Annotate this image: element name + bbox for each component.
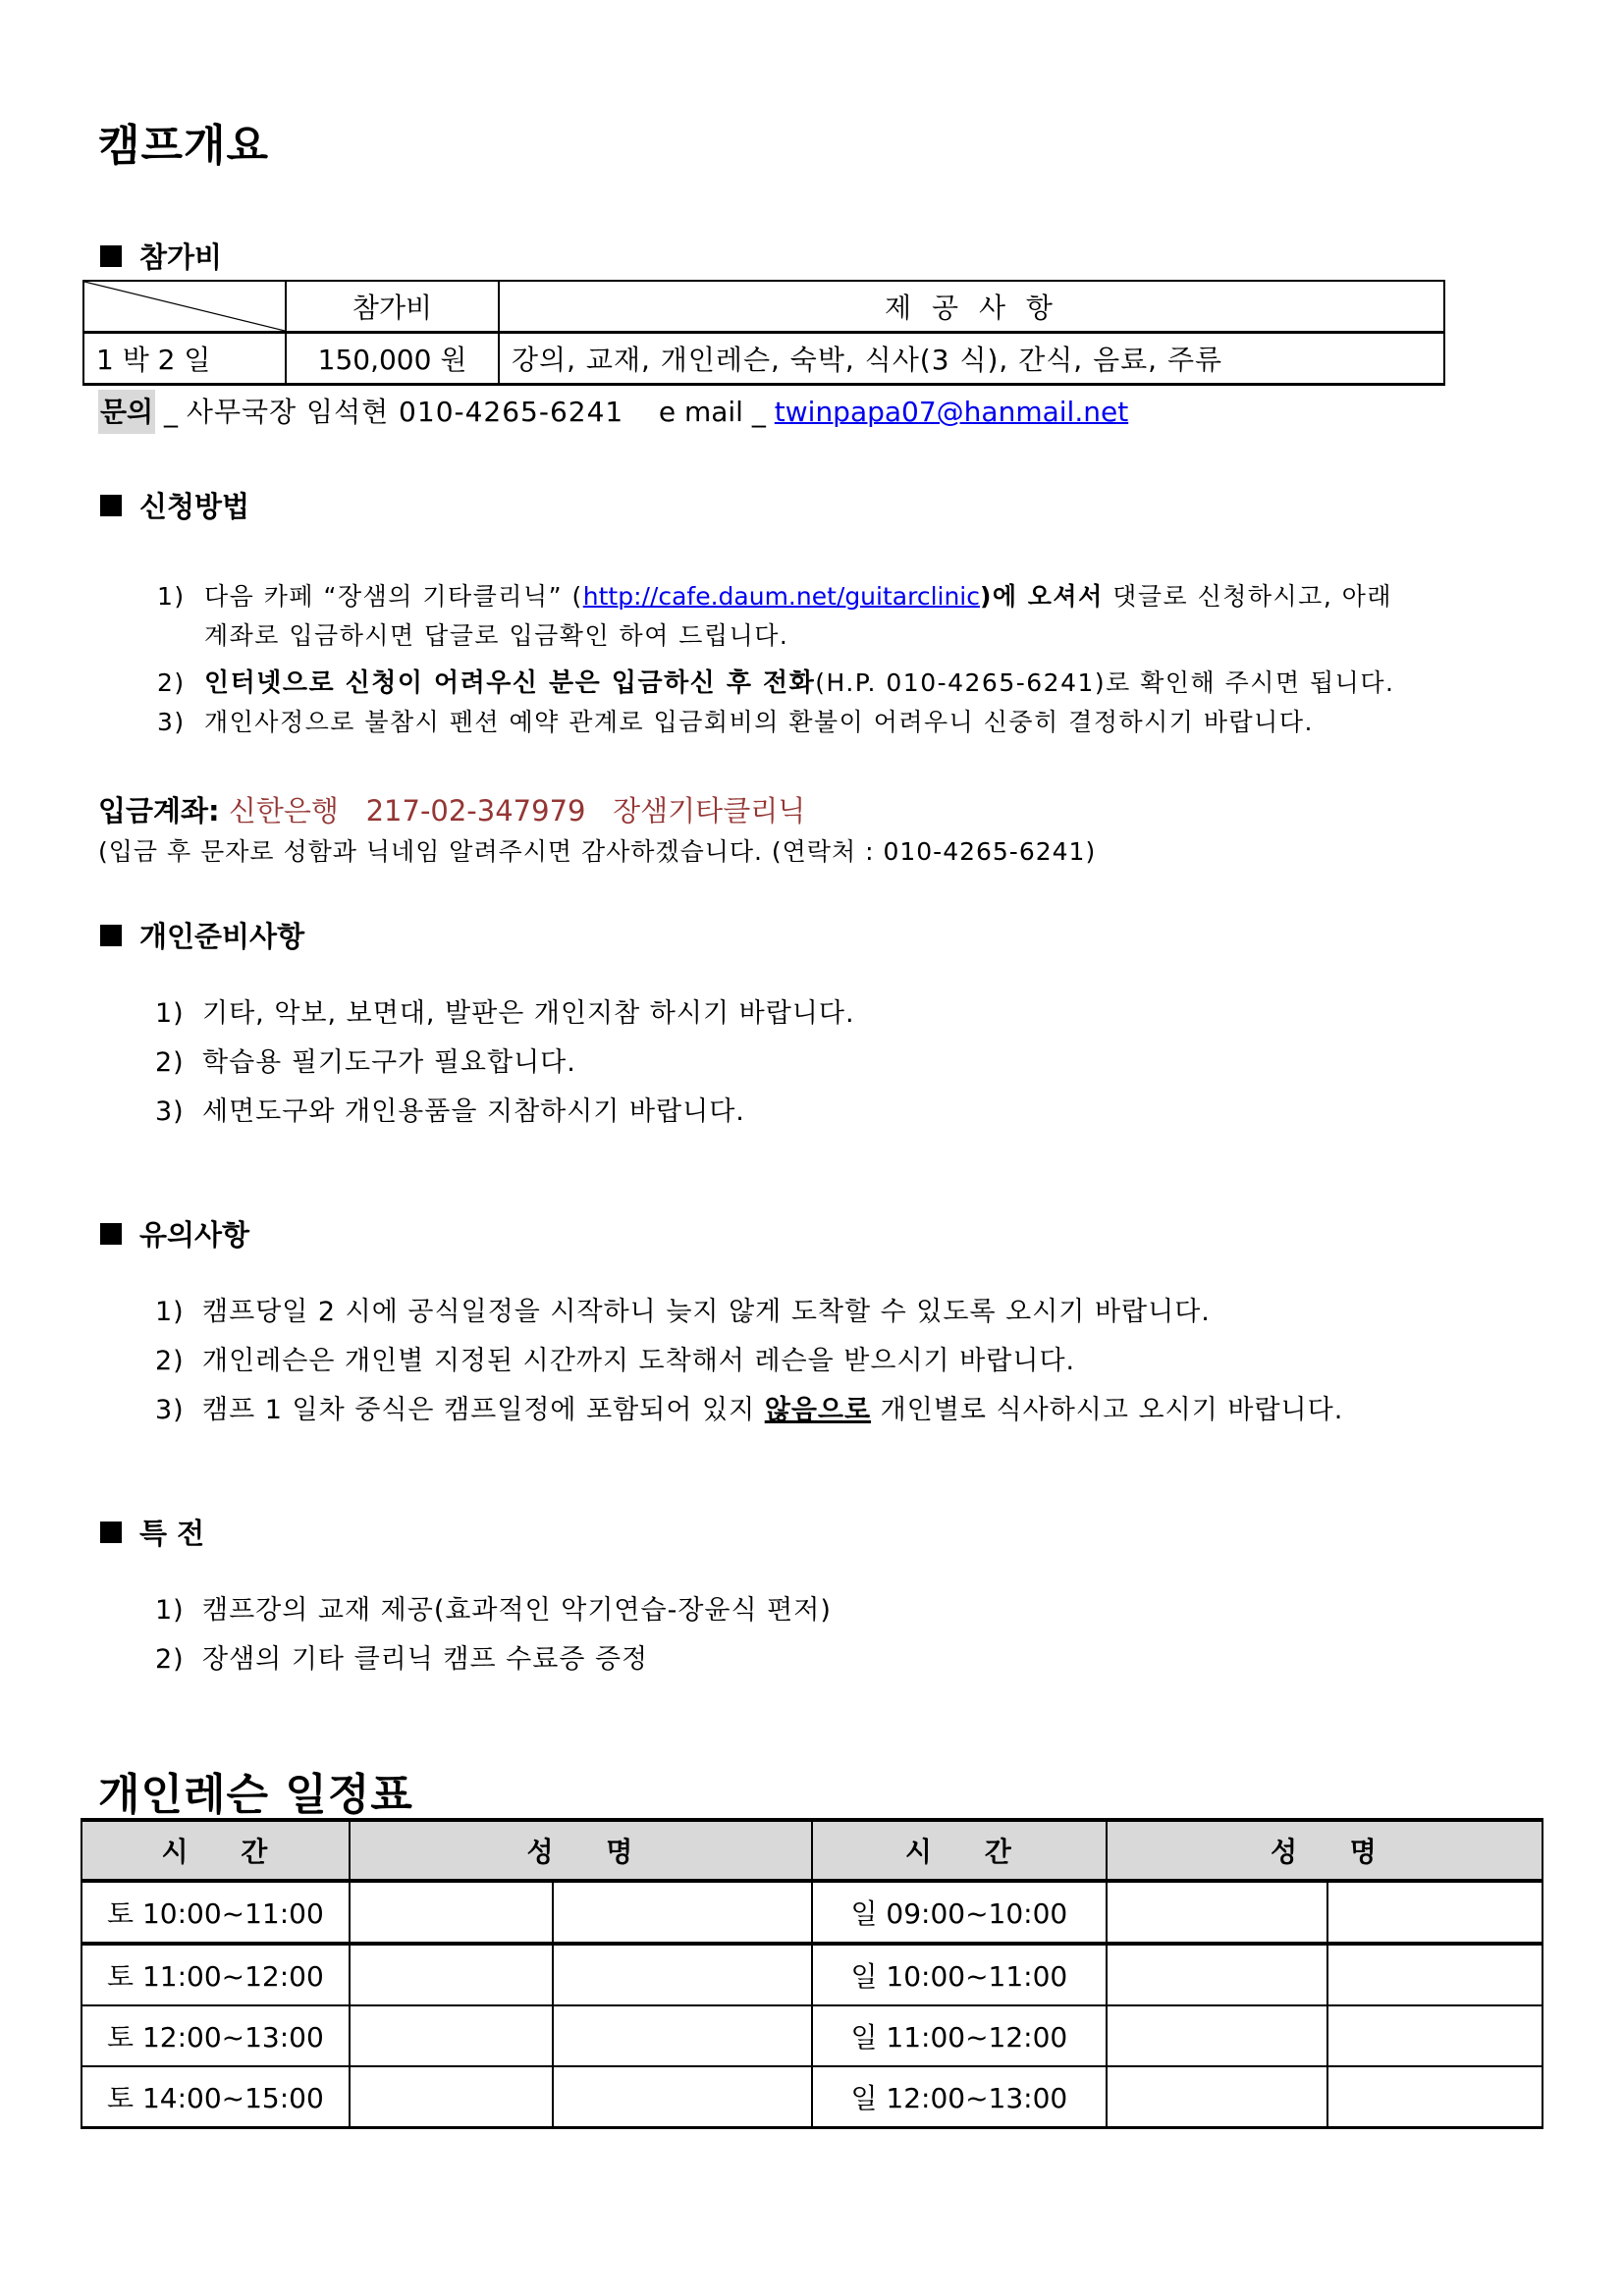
sun-time-cell: 일 11:00~12:00 [812,2005,1107,2066]
account-label: 입금계좌: [98,794,220,828]
item-number: 2) [155,1644,185,1675]
notes-item-1 [155,1290,1211,1328]
item-text: (H.P. 010-4265-6241)로 확인해 주시면 됩니다. [815,668,1395,697]
name-input-cell[interactable] [1327,1944,1543,2005]
apply-item-2 [157,663,1394,699]
item-number: 3) [155,1395,185,1425]
item-number: 3) [157,708,186,736]
inquiry-contact: 사무국장 임석현 010-4265-6241 [186,396,624,428]
sun-time-cell: 일 12:00~13:00 [812,2066,1107,2128]
item-number: 2) [155,1047,185,1078]
schedule-table [81,1818,1543,2129]
prep-item-3 [155,1090,745,1128]
account-number: 217-02-347979 [365,794,586,828]
item-number: 1) [157,582,186,611]
duration-cell: 1 박 2 일 [83,333,286,385]
name-input-cell[interactable] [553,1944,812,2005]
name-input-cell[interactable] [350,1881,554,1944]
name-input-cell[interactable] [1327,2005,1543,2066]
schedule-header-row [81,1820,1543,1881]
page-title: 캠프개요 [98,121,270,171]
name-input-cell[interactable] [553,2066,812,2128]
name-header: 성 명 [350,1820,812,1881]
name-input-cell[interactable] [350,1944,554,2005]
item-text: 댓글로 신청하시고, 아래 [1103,582,1393,611]
time-header: 시 간 [812,1820,1107,1881]
section-heading-benefits [100,1512,204,1552]
name-input-cell[interactable] [1327,2066,1543,2128]
item-text: 개인레슨은 개인별 지정된 시간까지 도착해서 레슨을 받으시기 바랍니다. [202,1346,1076,1376]
prep-item-2 [155,1041,576,1079]
item-number: 1) [155,998,185,1029]
account-bank: 신한은행 [228,794,339,828]
square-bullet-icon [100,1522,122,1543]
item-text: 장샘의 기타 클리닉 캠프 수료증 증정 [202,1644,649,1675]
name-input-cell[interactable] [553,2005,812,2066]
sun-time-cell: 일 09:00~10:00 [812,1881,1107,1944]
square-bullet-icon [100,245,122,267]
item-text: 개인별로 식사하시고 오시기 바랍니다. [871,1395,1344,1425]
name-input-cell[interactable] [1107,1881,1328,1944]
section-heading-notes [100,1213,249,1254]
account-line [98,789,805,829]
name-input-cell[interactable] [1327,1881,1543,1944]
item-number: 2) [157,668,186,697]
square-bullet-icon [100,495,122,516]
fee-header: 참가비 [286,281,499,333]
item-text: 캠프강의 교재 제공(효과적인 악기연습-장윤식 편저) [202,1595,832,1626]
section-heading-label: 참가비 [139,240,223,274]
section-heading-label: 개인준비사항 [139,920,305,953]
name-input-cell[interactable] [1107,2066,1328,2128]
item-text: 기타, 악보, 보면대, 발판은 개인지참 하시기 바랍니다. [202,998,855,1029]
name-input-cell[interactable] [350,2066,554,2128]
inquiry-line [98,391,1128,430]
square-bullet-icon [100,925,122,946]
section-heading-apply [100,485,249,525]
square-bullet-icon [100,1223,122,1245]
notes-item-3 [155,1388,1343,1426]
section-heading-label: 특 전 [139,1517,205,1550]
separator: _ [164,396,179,428]
inquiry-tag: 문의 [98,390,155,434]
apply-item-3 [157,703,1314,738]
item-text: 다음 카페 “장샘의 기타클리닉” ( [204,582,583,611]
notes-item-2 [155,1339,1075,1377]
item-number: 1) [155,1595,185,1626]
item-text-bold: 인터넷으로 신청이 어려우신 분은 입금하신 후 전화 [204,668,816,698]
schedule-row [81,2066,1543,2128]
item-text: 개인사정으로 불참시 펜션 예약 관계로 입금회비의 환불이 어려우니 신중히 결정하시기 바랍니다. [204,708,1314,736]
item-text: 세면도구와 개인용품을 지참하시기 바랍니다. [202,1096,745,1127]
sat-time-cell: 토 12:00~13:00 [81,2005,350,2066]
item-number: 3) [155,1096,185,1127]
account-holder: 장샘기타클리닉 [613,794,806,828]
name-input-cell[interactable] [1107,1944,1328,2005]
schedule-row [81,2005,1543,2066]
name-input-cell[interactable] [553,1881,812,1944]
item-number: 1) [155,1297,185,1327]
item-text: 캠프 1 일차 중식은 캠프일정에 포함되어 있지 [202,1395,765,1425]
schedule-title: 개인레슨 일정표 [98,1770,413,1820]
fee-table-header-row [83,281,1444,333]
provided-header: 제 공 사 항 [499,281,1444,333]
item-text: 캠프당일 2 시에 공식일정을 시작하니 늦지 않게 도착할 수 있도록 오시기 바랍니다. [202,1297,1211,1327]
section-heading-fee [100,236,222,276]
provided-cell: 강의, 교재, 개인레슨, 숙박, 식사(3 식), 간식, 음료, 주류 [499,333,1444,385]
diagonal-line-icon [84,282,285,331]
prep-item-1 [155,991,855,1030]
time-header: 시 간 [81,1820,350,1881]
fee-table-row [83,333,1444,385]
apply-item-1-continued: 계좌로 입금하시면 답글로 입금확인 하여 드립니다. [204,621,789,650]
account-note: (입금 후 문자로 성함과 닉네임 알려주시면 감사하겠습니다. (연락처 : 010-4265-6241) [98,837,1097,866]
apply-item-1 [157,577,1392,613]
schedule-row [81,1881,1543,1944]
fee-table [82,280,1445,386]
item-text: 학습용 필기도구가 필요합니다. [202,1047,576,1078]
section-heading-label: 유의사항 [139,1218,250,1252]
section-heading-label: 신청방법 [139,490,250,523]
schedule-row [81,1944,1543,2005]
emphasis-text: 않음으로 [764,1395,872,1425]
benefits-item-1 [155,1588,832,1627]
sat-time-cell: 토 14:00~15:00 [81,2066,350,2128]
diagonal-header-cell [83,281,286,333]
benefits-item-2 [155,1637,648,1676]
separator: _ [751,396,766,428]
item-text-bold: )에 오셔서 [980,582,1104,611]
fee-cell: 150,000 원 [286,333,499,385]
sun-time-cell: 일 10:00~11:00 [812,1944,1107,2005]
name-input-cell[interactable] [350,2005,554,2066]
sat-time-cell: 토 11:00~12:00 [81,1944,350,2005]
section-heading-prep [100,915,304,955]
email-label: e mail [658,396,743,428]
sat-time-cell: 토 10:00~11:00 [81,1881,350,1944]
email-link[interactable]: twinpapa07@hanmail.net [774,396,1129,428]
cafe-link[interactable]: http://cafe.daum.net/guitarclinic [582,582,980,611]
name-header: 성 명 [1107,1820,1543,1881]
item-number: 2) [155,1346,185,1376]
name-input-cell[interactable] [1107,2005,1328,2066]
